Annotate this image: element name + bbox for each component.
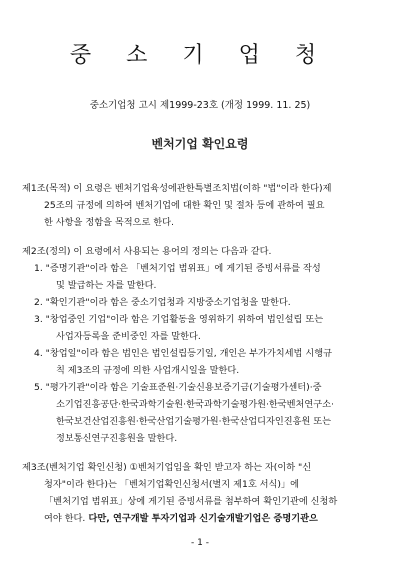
definition-line: 정보통신연구진흥원을 말한다. [56,433,178,444]
article-3 [22,459,380,527]
agency-title: 중 소 기 업 청 [69,43,331,68]
article-1 [22,180,380,231]
definition-item [22,294,380,311]
document-body [22,180,380,539]
article-3-line: 제3조(벤처기업 확인신청) ①벤처기업임을 확인 받고자 하는 자(이하 "신 [22,462,312,473]
definition-item [22,379,380,447]
definition-line: 및 발급하는 자를 말한다. [56,280,157,291]
article-3-text: 여야 한다. [44,513,86,524]
definition-line: 소기업진흥공단·한국과학기술원·한국과학기술평가원·한국벤처연구소· [56,399,334,410]
definition-line: 한국보건산업진흥원·한국산업기술평가원·한국산업디자인진흥원 또는 [56,416,332,427]
article-1-line: 25조의 규정에 의하여 벤처기업에 대한 확인 및 절차 등에 관하여 필요 [44,200,325,211]
article-1-line: 한 사항을 정함을 목적으로 한다. [44,217,174,228]
article-3-bold-text: 다만, 연구개발 투자기업과 신기술개발기업은 증명기관으 [85,513,318,524]
definition-item [22,260,380,294]
definition-line: 4. "창업일"이라 함은 법인은 법인설립등기일, 개인은 부가가치세법 시행규 [34,348,332,359]
document-subtitle: 벤처기업 확인요령 [151,137,249,151]
article-3-line [22,510,380,527]
definition-line: 3. "창업중인 기업"이라 함은 기업활동을 영위하기 위하여 법인설립 또는 [34,314,324,325]
definition-line: 사업자등록을 준비중인 자를 말한다. [56,331,201,342]
definition-line: 5. "평가기관"이라 함은 기술표준원·기술신용보증기금(기술평가센터)·중 [34,382,322,393]
article-1-line: 제1조(목적) 이 요령은 벤처기업육성에관한특별조치법(이하 "법"이라 한다)제 [22,183,332,194]
definition-line: 2. "확인기관"이라 함은 중소기업청과 지방중소기업청을 말한다. [34,297,291,308]
definition-line: 1. "증명기관"이라 함은 「벤처기업 범위표」에 게기된 증빙서류를 작성 [34,263,321,274]
page-number: - 1 - [191,538,209,548]
article-3-line: 「벤처기업 범위표」상에 게기된 증빙서류를 첨부하여 확인기관에 신청하 [44,496,338,507]
article-2 [22,243,380,447]
definition-item [22,311,380,345]
article-3-line: 청자"이라 한다)는 「벤처기업확인신청서(별지 제1호 서식)」에 [44,479,300,490]
definition-item [22,345,380,379]
definition-line: 칙 제3조의 규정에 의한 사업개시일을 말한다. [56,365,240,376]
article-2-heading: 제2조(정의) 이 요령에서 사용되는 용어의 정의는 다음과 같다. [22,246,272,257]
notice-number: 중소기업청 고시 제1999-23호 (개정 1999. 11. 25) [89,100,311,111]
